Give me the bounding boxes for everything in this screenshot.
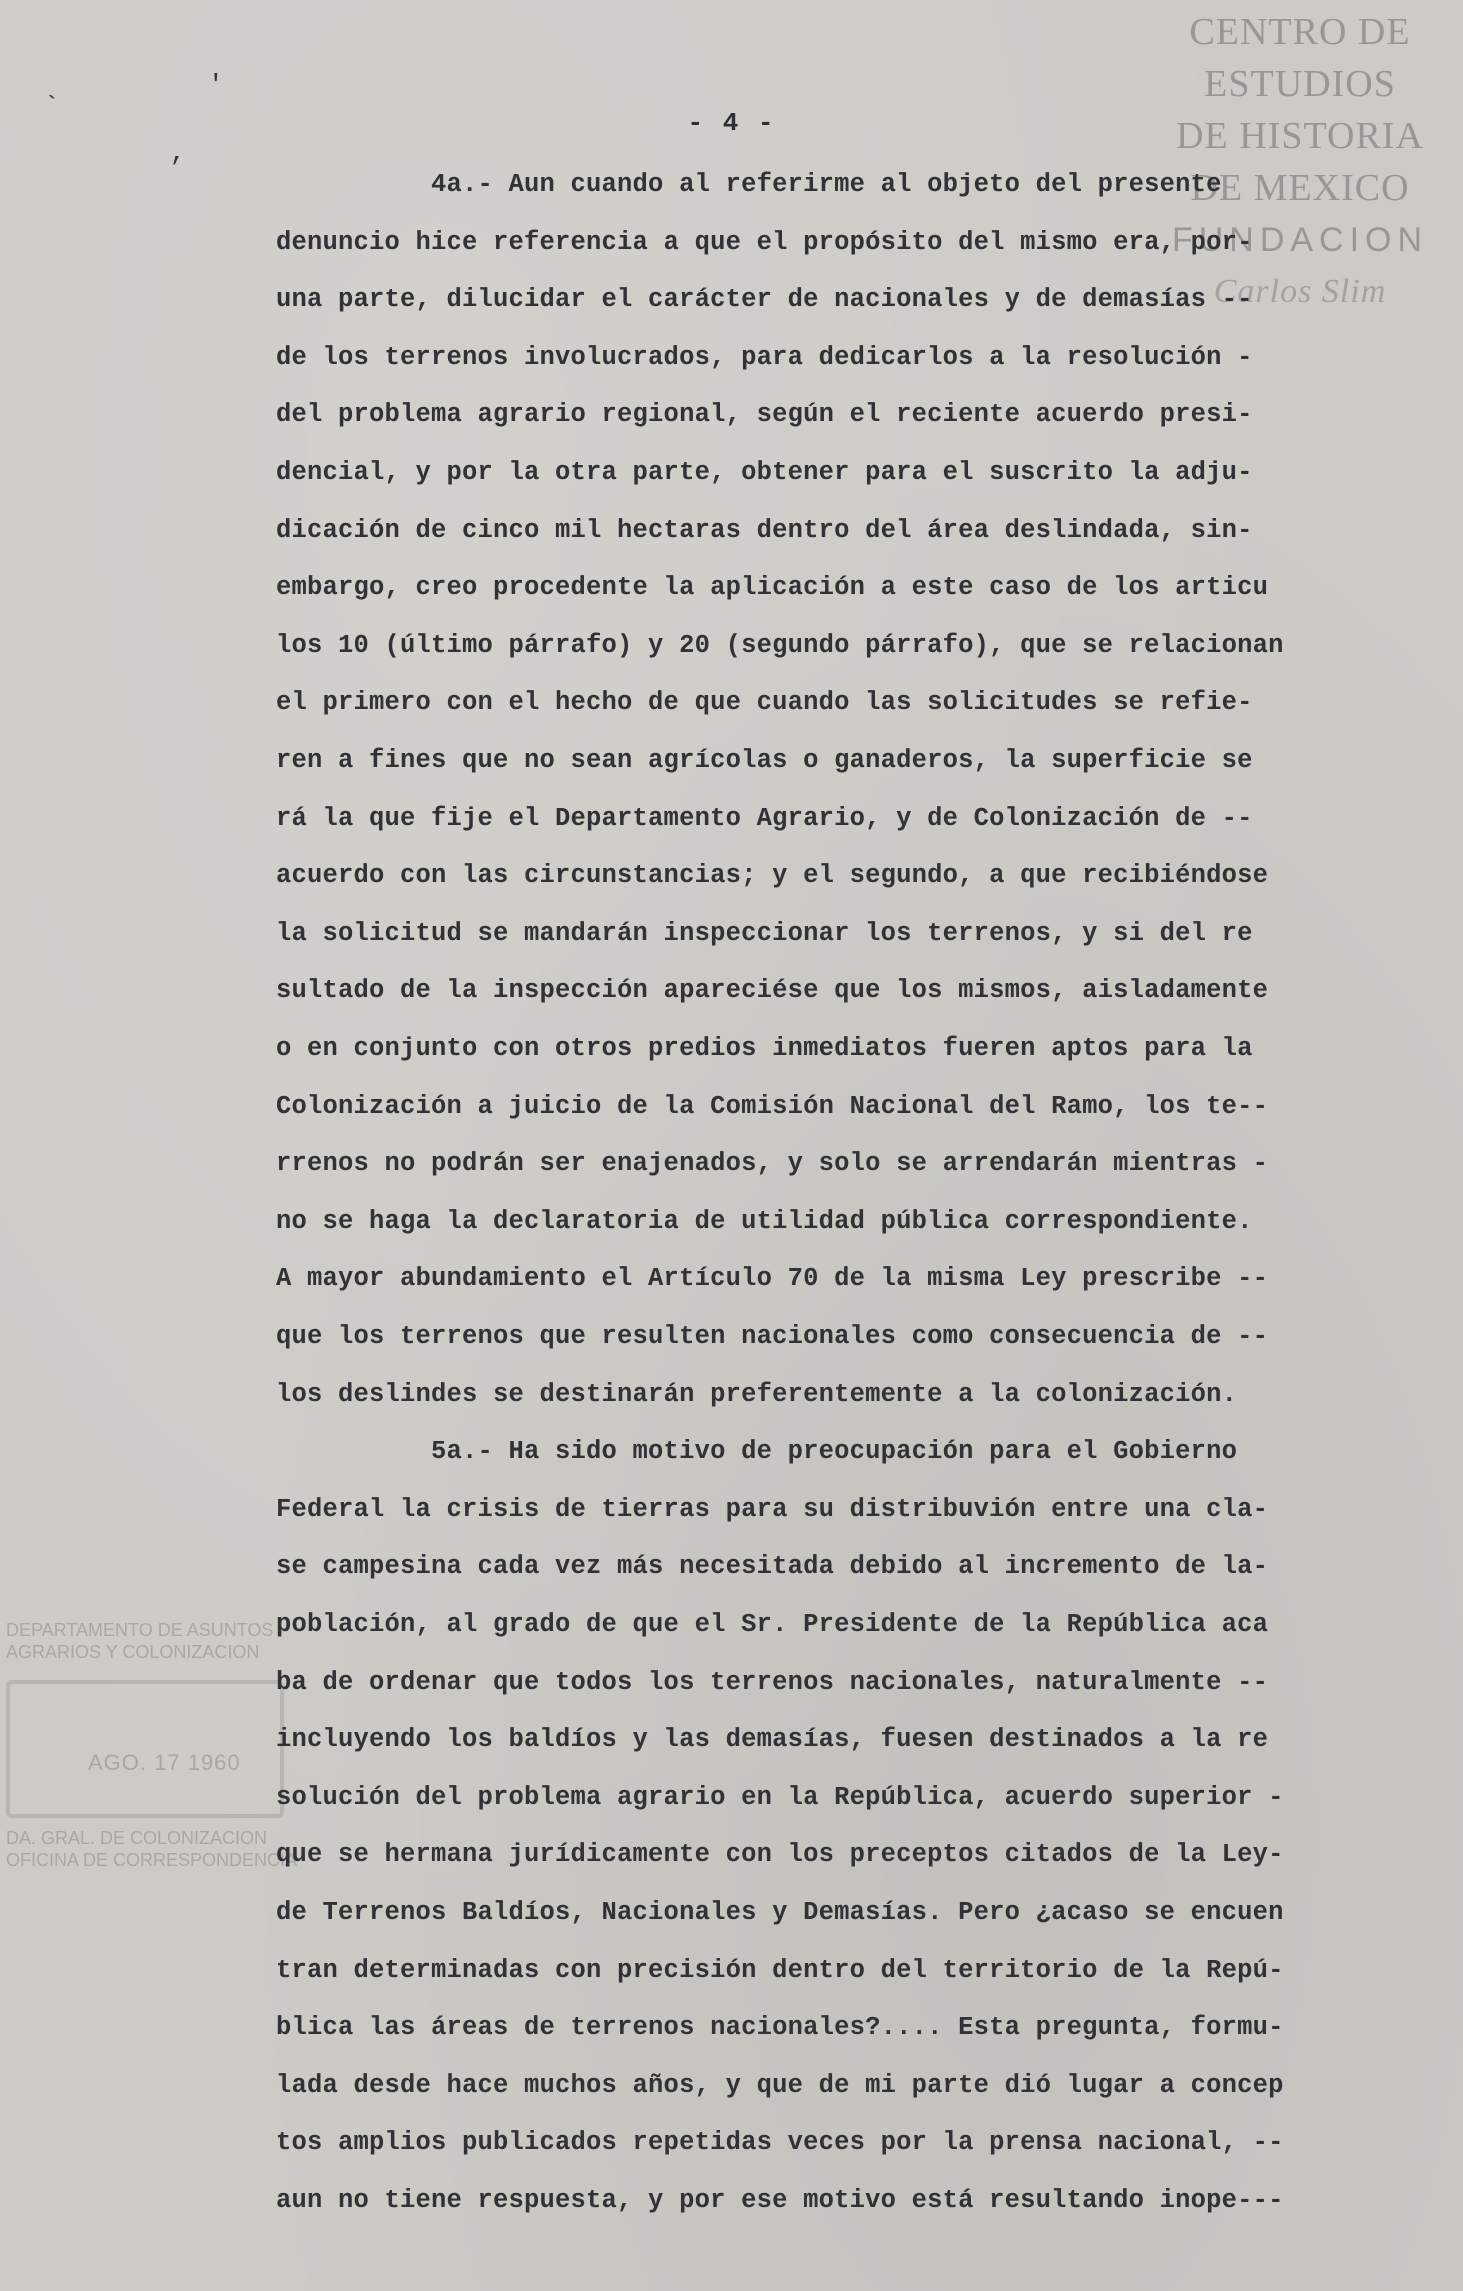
watermark-line: DE HISTORIA: [1176, 115, 1424, 157]
stray-mark: ': [208, 70, 224, 100]
stamp-line: DA. GRAL. DE COLONIZACION: [6, 1828, 268, 1848]
text-line: rrenos no podrán ser enajenados, y solo se arrendarán mientras -: [276, 1149, 1269, 1179]
text-line: 5a.- Ha sido motivo de preocupación para el Gobierno: [276, 1437, 1238, 1467]
stray-mark: ,: [170, 138, 186, 168]
text-line: solución del problema agrario en la República, acuerdo superior -: [276, 1782, 1284, 1812]
stamp-frame: [6, 1680, 284, 1818]
text-line: de los terrenos involucrados, para dedicarlos a la resolución -: [276, 342, 1253, 372]
watermark-line: DE MEXICO: [1190, 167, 1410, 209]
watermark-line: CENTRO DE: [1189, 11, 1411, 53]
text-line: ren a fines que no sean agrícolas o ganaderos, la superficie se: [276, 746, 1253, 775]
text-line: de Terrenos Baldíos, Nacionales y Demasías. Pero ¿acaso se encuen: [276, 1898, 1284, 1927]
text-line: 4a.- Aun cuando al referirme al objeto del presente: [276, 170, 1222, 199]
text-line: embargo, creo procedente la aplicación a este caso de los articu: [276, 573, 1269, 603]
stamp-line: DEPARTAMENTO DE ASUNTOS: [6, 1620, 274, 1640]
page-number: - 4 -: [687, 108, 776, 138]
text-line: incluyendo los baldíos y las demasías, fuesen destinados a la re: [276, 1725, 1269, 1755]
text-line: rá la que fije el Departamento Agrario, y de Colonización de --: [276, 803, 1253, 833]
text-line: lada desde hace muchos años, y que de mi parte dió lugar a concep: [276, 2070, 1284, 2100]
text-line: aun no tiene respuesta, y por ese motivo está resultando inope---: [276, 2186, 1284, 2215]
text-line: blica las áreas de terrenos nacionales?.... Esta pregunta, formu-: [276, 2013, 1284, 2043]
text-line: Federal la crisis de tierras para su distribuvión entre una cla-: [276, 1494, 1269, 1524]
text-line: los 10 (último párrafo) y 20 (segundo párrafo), que se relacionan: [276, 630, 1284, 660]
archive-watermark: [1155, 6, 1445, 318]
watermark-line: FUNDACION: [1171, 221, 1429, 259]
text-line: no se haga la declaratoria de utilidad pública correspondiente.: [276, 1206, 1253, 1236]
received-stamp: [0, 1620, 300, 1870]
text-line: los deslindes se destinarán preferentemente a la colonización.: [276, 1379, 1238, 1409]
text-line: población, al grado de que el Sr. Presidente de la República aca: [276, 1610, 1269, 1639]
text-line: que se hermana jurídicamente con los preceptos citados de la Ley-: [276, 1840, 1284, 1870]
watermark-signature: Carlos Slim: [1213, 273, 1387, 310]
text-line: ba de ordenar que todos los terrenos nacionales, naturalmente --: [276, 1667, 1269, 1697]
text-line: Colonización a juicio de la Comisión Nacional del Ramo, los te--: [276, 1091, 1269, 1121]
text-line: A mayor abundamiento el Artículo 70 de la misma Ley prescribe --: [276, 1264, 1269, 1294]
text-line: se campesina cada vez más necesitada debido al incremento de la-: [276, 1552, 1269, 1582]
text-line: el primero con el hecho de que cuando las solicitudes se refie-: [276, 688, 1253, 718]
text-line: tran determinadas con precisión dentro del territorio de la Repú-: [276, 1955, 1284, 1985]
text-line: dencial, y por la otra parte, obtener para el suscrito la adju-: [276, 458, 1253, 487]
text-line: que los terrenos que resulten nacionales como consecuencia de --: [276, 1322, 1269, 1351]
text-line: sultado de la inspección apareciése que los mismos, aisladamente: [276, 976, 1269, 1006]
stamp-date: AGO. 17 1960: [88, 1750, 241, 1775]
watermark-line: ESTUDIOS: [1204, 63, 1396, 105]
stray-mark: `: [44, 92, 60, 122]
text-line: del problema agrario regional, según el reciente acuerdo presi-: [276, 400, 1253, 430]
stamp-line: OFICINA DE CORRESPONDENCIA: [6, 1850, 298, 1870]
text-line: denuncio hice referencia a que el propósito del mismo era, por-: [276, 227, 1253, 257]
text-line: la solicitud se mandarán inspeccionar los terrenos, y si del re: [276, 918, 1253, 948]
text-line: acuerdo con las circunstancias; y el segundo, a que recibiéndose: [276, 861, 1269, 891]
text-line: dicación de cinco mil hectaras dentro del área deslindada, sin-: [276, 515, 1253, 545]
text-line: tos amplios publicados repetidas veces por la prensa nacional, --: [276, 2128, 1284, 2158]
text-line: o en conjunto con otros predios inmediatos fueren aptos para la: [276, 1034, 1253, 1063]
stamp-line: AGRARIOS Y COLONIZACION: [6, 1642, 260, 1662]
text-line: una parte, dilucidar el carácter de nacionales y de demasías --: [276, 285, 1253, 315]
